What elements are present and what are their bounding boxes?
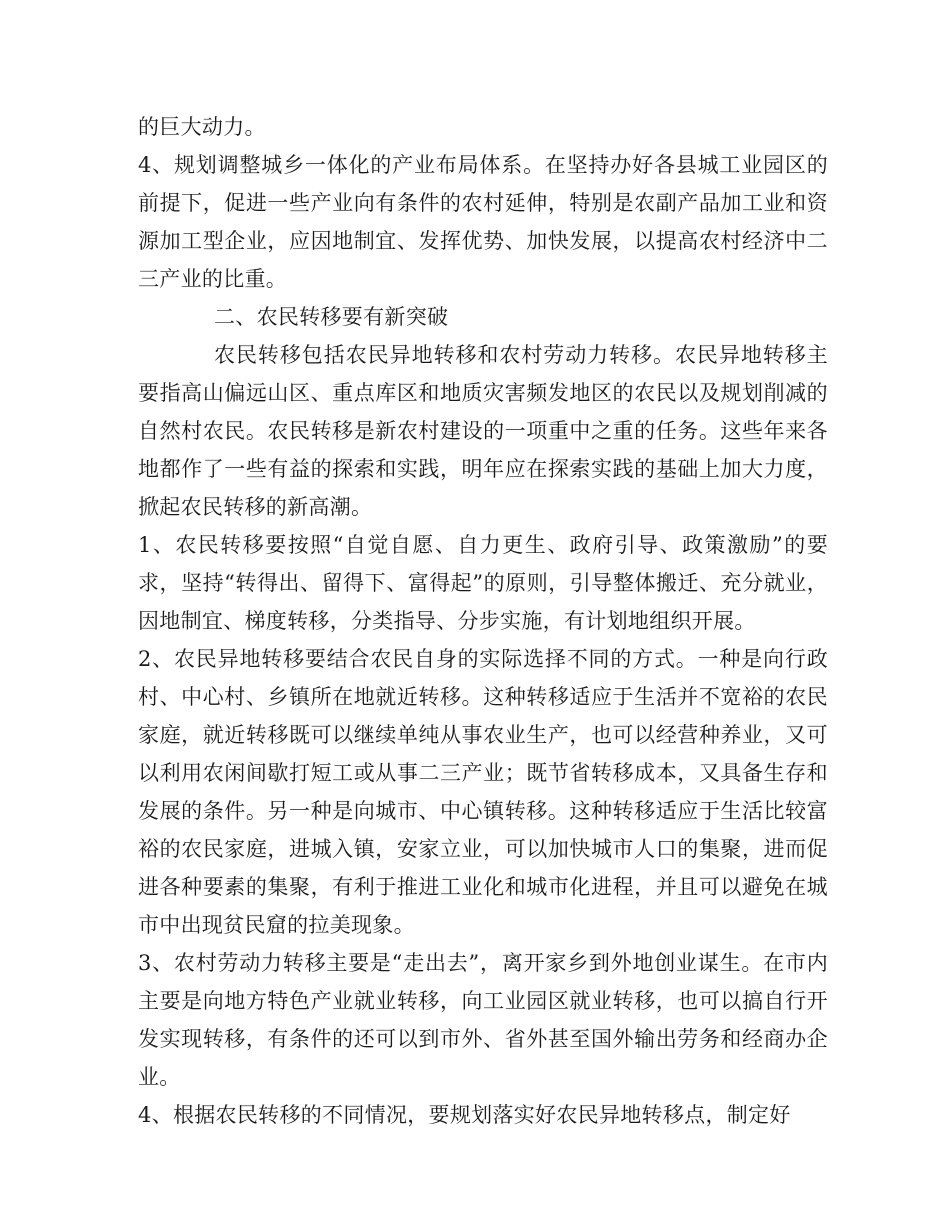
paragraph-item-4-migration-points: 4、根据农民转移的不同情况，要规划落实好农民异地转移点，制定好 [138,1103,791,1127]
paragraph-continuation: 的巨大动力。 [138,115,266,139]
paragraph-item-4-industry-layout: 4、规划调整城乡一体化的产业布局体系。在坚持办好各县城工业园区的前提下，促进一些产业向有条件的农村延伸，特别是农副产品加工业和资源加工型企业，应因地制宜、发挥优势、加快发展，以提高农村经济中二三产业的比重。 [138,153,828,291]
paragraph-item-3-labor-transfer: 3、农村劳动力转移主要是“走出去”，离开家乡到外地创业谋生。在市内主要是向地方特色产业就业转移，向工业园区就业转移，也可以搞自行开发实现转移，有条件的还可以到市外、省外甚至国外输出劳务和经商办企业。 [138,951,828,1089]
paragraph-item-2-relocation-methods: 2、农民异地转移要结合农民自身的实际选择不同的方式。一种是向行政村、中心村、乡镇所在地就近转移。这种转移适应于生活并不宽裕的农民家庭，就近转移既可以继续单纯从事农业生产，也可以经营种养业，又可以利用农闲间歇打短工或从事二三产业；既节省转移成本，又具备生存和发展的条件。另一种是向城市、中心镇转移。这种转移适应于生活比较富裕的农民家庭，进城入镇，安家立业，可以加快城市人口的集聚，进而促进各种要素的集聚，有利于推进工业化和城市化进程，并且可以避免在城市中出现贫民窟的拉美现象。 [138,647,828,937]
paragraph-item-1-principles: 1、农民转移要按照“自觉自愿、自力更生、政府引导、政策激励”的要求，坚持“转得出、留得下、富得起”的原则，引导整体搬迁、充分就业，因地制宜、梯度转移，分类指导、分步实施，有计划地组织开展。 [138,533,828,633]
paragraph-farmer-transfer-intro: 农民转移包括农民异地转移和农村劳动力转移。农民异地转移主要指高山偏远山区、重点库区和地质灾害频发地区的农民以及规划削减的自然村农民。农民转移是新农村建设的一项重中之重的任务。这些年来各地都作了一些有益的探索和实践，明年应在探索实践的基础上加大力度，掀起农民转移的新高潮。 [138,343,828,519]
document-body [138,108,828,1134]
section-heading: 二、农民转移要有新突破 [214,305,449,329]
